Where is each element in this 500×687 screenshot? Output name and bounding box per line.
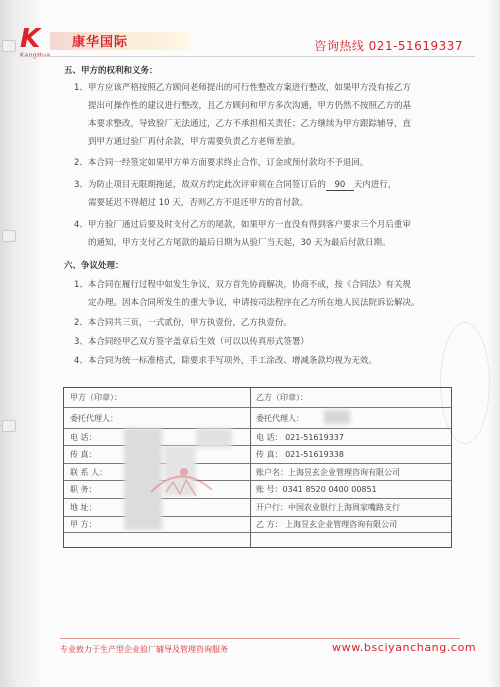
clause-text: 1、本合同在履行过程中如发生争议，双方首先协商解决，协商不成，按《合同法》有关规 — [74, 280, 411, 290]
binding-edge — [0, 0, 40, 687]
section-six-title: 六、争议处理： — [64, 261, 124, 271]
party-b-seal-label: 乙方（印章）： — [256, 393, 308, 402]
party-a-address-label: 地 址： — [70, 503, 97, 512]
party-a-fax-label: 传 真： — [70, 450, 97, 459]
clause-text: 4、本合同为统一标准格式，除要求手写项外，手工涂改、增减条款均视为无效。 — [74, 356, 377, 366]
party-a-title-label: 职 务： — [70, 485, 97, 494]
footer-divider — [60, 638, 460, 639]
party-a-contact-label: 联 系 人： — [70, 468, 108, 477]
days-value: 90 — [326, 180, 354, 191]
party-b-agent-label: 委托代理人： — [256, 414, 304, 423]
party-b-phone: 电 话： 021-51619337 — [256, 433, 344, 442]
party-a-agent-label: 委托代理人： — [70, 414, 118, 423]
clause-text: 定办理。因本合同所发生的重大争议，申请按司法程序在乙方所在地人民法院诉讼解决。 — [88, 298, 420, 308]
clause-text: 2、本合同共三页，一式贰份，甲方执壹份，乙方执壹份。 — [74, 318, 292, 328]
table-row — [64, 445, 451, 446]
binding-mark — [2, 230, 16, 242]
clause-text: 的通知，甲方支付乙方尾款的最后日期为从验厂当天起，30 天为最后付款日期。 — [88, 238, 391, 248]
clause-text: 4、甲方验厂通过后要及时支付乙方的尾款，如果甲方一直没有得到客户要求三个月后重审 — [74, 220, 411, 230]
party-b-name: 乙 方： 上海昱玄企业管理咨询有限公司 — [256, 520, 398, 529]
table-row — [64, 516, 451, 517]
section-five-title: 五、甲方的权利和义务： — [64, 66, 158, 76]
footer-slogan: 专业致力于生产型企业验厂辅导及管理咨询服务 — [60, 645, 228, 654]
company-name: 康华国际 — [72, 35, 129, 50]
clause-text: 3、为防止项目无限期拖延，故双方约定此次评审须在合同签订后的 — [74, 180, 326, 190]
party-b-bank: 开户行：中国农业银行上海周家嘴路支行 — [256, 503, 400, 512]
table-row — [64, 480, 451, 481]
company-logo-icon: K — [20, 24, 41, 54]
hotline: 咨询热线 021-51619337 — [314, 39, 463, 53]
footer-website: www.bsciyanchang.com — [332, 641, 477, 654]
table-row — [64, 532, 451, 533]
page-edge — [488, 0, 500, 687]
party-b-fax: 传 真： 021-51619338 — [256, 450, 344, 459]
table-row — [64, 428, 451, 429]
page-header — [20, 24, 475, 58]
signature-table — [63, 387, 452, 548]
party-b-account-number: 账 号：0341 8520 0400 00851 — [256, 485, 377, 494]
table-row — [64, 498, 451, 499]
redacted-area — [324, 410, 350, 424]
clause-text: 3、本合同经甲乙双方签字盖章后生效（可以以传真形式签署） — [74, 337, 309, 347]
clause-text: 本要求整改，导致验厂无法通过，乙方不承担相关责任；乙方继续为甲方跟踪辅导，直 — [88, 119, 412, 129]
clause-text: 到甲方通过验厂再付余款，甲方需要负责乙方老师差旅。 — [88, 137, 301, 147]
clause-text: 天内进行， — [353, 180, 397, 190]
clause-text: 2、本合同一经签定如果甲方单方面要求终止合作，订金或预付款均不予退回。 — [74, 158, 369, 168]
redacted-area — [196, 428, 232, 448]
clause-text: 需要延迟不得超过 10 天，否则乙方不退还甲方的首付款。 — [88, 198, 309, 208]
header-divider — [20, 56, 475, 57]
party-b-account-name: 账户名：上海昱玄企业管理咨询有限公司 — [256, 468, 400, 477]
company-seal-stamp — [146, 452, 216, 512]
clause-text: 提出可操作性的建议进行整改，且乙方顾问和甲方多次沟通，甲方仍然不按照乙方的基 — [88, 101, 412, 111]
table-row — [64, 463, 451, 464]
clause-text — [74, 180, 396, 191]
clause-text: 1、甲方应该严格按照乙方顾问老师提出的可行性整改方案进行整改，如果甲方没有按乙方 — [74, 83, 411, 93]
party-a-name-label: 甲 方： — [70, 520, 97, 529]
table-row — [64, 407, 451, 408]
table-divider — [250, 388, 251, 547]
binding-mark — [2, 420, 16, 432]
party-a-seal-label: 甲方（印章）： — [70, 393, 122, 402]
binding-mark — [2, 40, 16, 52]
party-a-phone-label: 电 话： — [70, 433, 97, 442]
